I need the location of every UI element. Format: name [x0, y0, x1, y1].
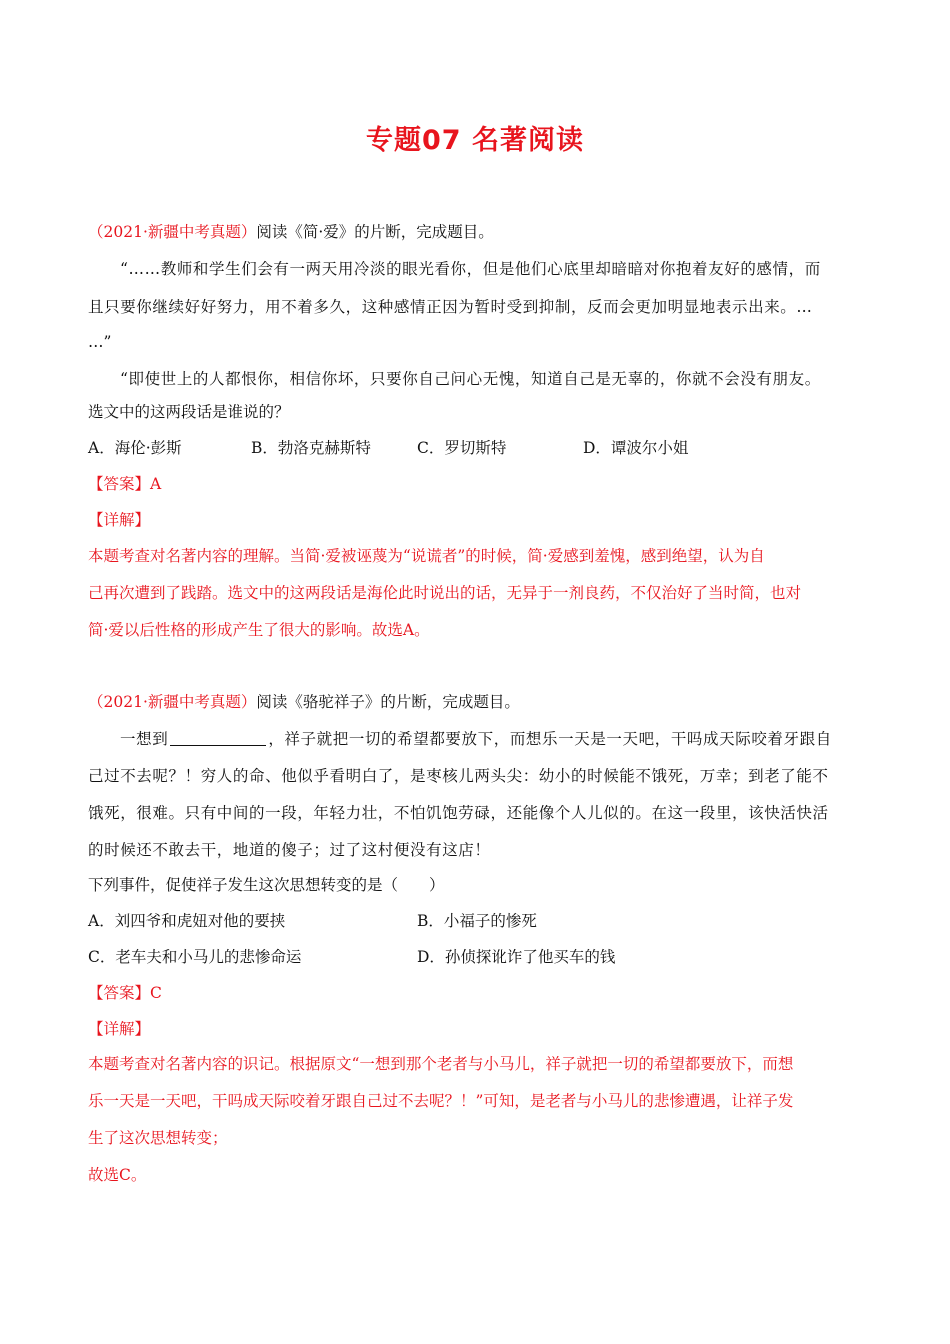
q2-passage-line-4: 的时候还不敢去干，地道的傻子；过了这村便没有这店！ [88, 841, 491, 859]
q2-passage-line-1 [120, 728, 832, 750]
q1-option-c: C．罗切斯特 [417, 439, 507, 457]
q1-detail-line-3: 简·爱以后性格的形成产生了很大的影响。故选A。 [88, 621, 430, 639]
q1-passage-line-4: “即使世上的人都恨你，相信你坏，只要你自己问心无愧，知道自己是无辜的，你就不会没有朋友。 [120, 370, 821, 388]
q2-passage-line-3: 饿死，很难。只有中间的一段，年轻力壮，不怕饥饱劳碌，还能像个人儿似的。在这一段里，该快活快活 [88, 804, 829, 822]
q2-answer: 【答案】C [88, 984, 162, 1002]
q1-answer: 【答案】A [88, 475, 162, 493]
q2-option-d: D．孙侦探讹诈了他买车的钱 [417, 948, 616, 966]
q2-header [88, 691, 520, 713]
q1-question: 选文中的这两段话是谁说的？ [88, 403, 290, 421]
q1-option-b: B．勃洛克赫斯特 [251, 439, 371, 457]
q1-passage-line-3: …” [88, 333, 112, 351]
q2-passage-line-2: 己过不去呢？！穷人的命、他似乎看明白了，是枣核儿两头尖：幼小的时候能不饿死，万幸；到老了能不 [88, 767, 829, 785]
q1-header [88, 221, 494, 243]
q1-option-d: D．谭波尔小姐 [583, 439, 689, 457]
q2-detail-line-2: 乐一天是一天吧，干吗成天际咬着牙跟自己过不去呢？！”可知，是老者与小马儿的悲惨遭遇，让祥子发 [88, 1092, 794, 1110]
q1-passage-line-1: “……教师和学生们会有一两天用冷淡的眼光看你，但是他们心底里却暗暗对你抱着友好的感情，而 [120, 260, 821, 278]
q1-passage-line-2: 且只要你继续好好努力，用不着多久，这种感情正因为暂时受到抑制，反而会更加明显地表示出来。… [88, 298, 813, 316]
q1-detail-line-1: 本题考查对名著内容的理解。当简·爱被诬蔑为“说谎者”的时候，简·爱感到羞愧，感到绝望，认为自 [88, 547, 765, 565]
q2-detail-line-1: 本题考查对名著内容的识记。根据原文“一想到那个老者与小马儿，祥子就把一切的希望都要放下，而想 [88, 1055, 794, 1073]
q2-option-b: B．小福子的惨死 [417, 912, 537, 930]
q1-prompt: 阅读《简·爱》的片断，完成题目。 [256, 223, 494, 241]
page-title: 专题07 名著阅读 [366, 125, 584, 156]
q2-question: 下列事件，促使祥子发生这次思想转变的是（ ） [88, 876, 445, 894]
fill-in-blank [170, 729, 266, 746]
q1-detail-label: 【详解】 [88, 511, 151, 529]
q2-detail-line-4: 故选C。 [88, 1166, 147, 1184]
q2-detail-label: 【详解】 [88, 1020, 151, 1038]
q2-passage-after-blank: ，祥子就把一切的希望都要放下，而想乐一天是一天吧，干吗成天际咬着牙跟自 [268, 730, 832, 748]
q2-option-c: C．老车夫和小马儿的悲惨命运 [88, 948, 302, 966]
q1-detail-line-2: 己再次遭到了践踏。选文中的这两段话是海伦此时说出的话，无异于一剂良药，不仅治好了当时简，也对 [88, 584, 802, 602]
q2-detail-line-3: 生了这次思想转变； [88, 1129, 228, 1147]
q2-source: （2021·新疆中考真题） [88, 693, 257, 711]
q2-prompt: 阅读《骆驼祥子》的片断，完成题目。 [256, 693, 520, 711]
q2-option-a: A．刘四爷和虎妞对他的要挟 [88, 912, 286, 930]
q1-source: （2021·新疆中考真题） [88, 223, 257, 241]
q1-option-a: A．海伦·彭斯 [88, 439, 182, 457]
q2-passage-before-blank: 一想到 [120, 730, 169, 748]
